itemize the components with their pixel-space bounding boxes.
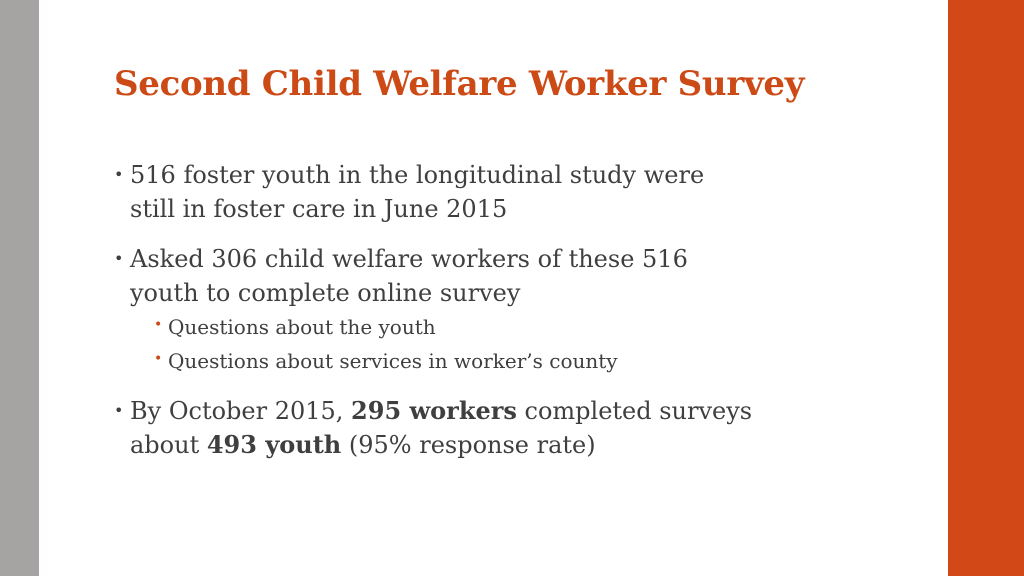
bullet-text-line: youth to complete online survey [130,279,521,307]
slide-content [114,158,834,478]
bullet-icon: • [114,165,124,184]
bullet-text-line: 516 foster youth in the longitudinal study were [130,161,705,189]
right-accent-bar [948,0,1024,576]
sub-bullet-text: Questions about the youth [168,315,436,339]
bullet-text-line [130,428,834,462]
sub-bullet-text: Questions about services in worker’s county [168,349,618,373]
bullet-text-prefix: about [130,431,207,459]
bullet-item [114,394,834,462]
sub-bullet-item [154,310,834,344]
bullet-text-suffix: completed surveys [516,397,753,425]
sub-bullet-item [154,344,834,378]
slide-title: Second Child Welfare Worker Survey [114,64,805,104]
bullet-list [114,158,834,462]
sub-bullet-icon: • [154,317,163,333]
bullet-text-line: still in foster care in June 2015 [130,195,508,223]
sub-bullet-icon: • [154,351,163,367]
bullet-text-emphasis: 295 workers [351,396,517,425]
bullet-item [114,242,834,378]
left-accent-bar [0,0,39,576]
bullet-text-line: Asked 306 child welfare workers of these 516 [130,245,688,273]
bullet-text-line [130,394,834,428]
bullet-icon: • [114,249,124,268]
bullet-text-emphasis: 493 youth [206,430,342,459]
bullet-icon: • [114,401,124,420]
bullet-text-prefix: By October 2015, [130,397,352,425]
bullet-text-suffix: (95% response rate) [341,431,596,459]
sub-bullet-list [154,310,834,378]
bullet-item [114,158,834,226]
